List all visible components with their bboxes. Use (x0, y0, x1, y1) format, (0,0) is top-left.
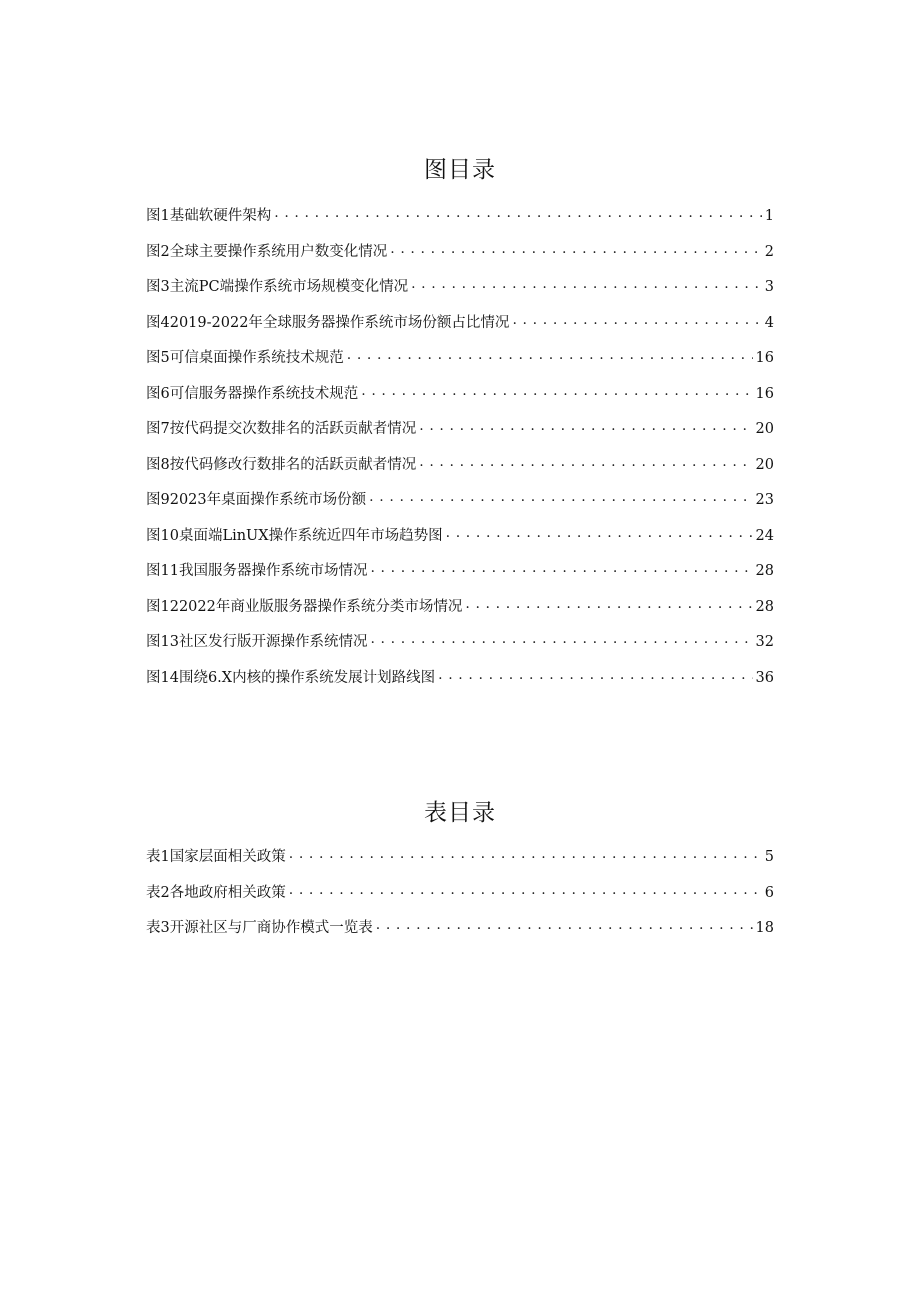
figure-entry[interactable] (146, 240, 774, 276)
figure-entry-label: 图13社区发行版开源操作系统情况 (146, 634, 368, 650)
figure-entry[interactable] (146, 346, 774, 382)
figure-entry-page: 4 (764, 314, 774, 331)
figure-entry[interactable] (146, 630, 774, 666)
figure-entry-label: 图8按代码修改行数排名的活跃贡献者情况 (146, 456, 417, 473)
dot-leader (390, 242, 762, 256)
table-index-list (146, 845, 774, 952)
figure-entry-page: 36 (755, 669, 774, 686)
figure-entry-label: 图122022年商业版服务器操作系统分类市场情况 (146, 598, 463, 615)
figure-entry-label: 图2全球主要操作系统用户数变化情况 (146, 243, 388, 260)
figure-entry[interactable] (146, 275, 774, 311)
figure-entry-page: 24 (755, 527, 774, 544)
dot-leader (419, 455, 752, 469)
dot-leader (369, 490, 752, 504)
dot-leader (289, 847, 762, 861)
figure-index-section (146, 152, 774, 701)
dot-leader (438, 668, 752, 682)
dot-leader (446, 526, 753, 540)
figure-entry[interactable] (146, 524, 774, 560)
figure-entry-page: 28 (755, 598, 774, 615)
figure-entry-label: 图14围绕6.X内核的操作系统发展计划路线图 (146, 669, 436, 686)
figure-entry[interactable] (146, 417, 774, 453)
figure-entry-label: 图3主流PC端操作系统市场规模变化情况 (146, 279, 409, 295)
table-index-section (146, 795, 774, 952)
table-entry-page: 6 (764, 884, 774, 901)
figure-entry[interactable] (146, 311, 774, 347)
figure-entry-label: 图92023年桌面操作系统市场份额 (146, 492, 367, 508)
dot-leader (411, 277, 762, 291)
figure-entry-label: 图1基础软硬件架构 (146, 208, 272, 224)
table-entry[interactable] (146, 916, 774, 952)
dot-leader (370, 561, 752, 575)
dot-leader (347, 348, 753, 362)
figure-entry-page: 23 (755, 492, 774, 508)
figure-entry-page: 16 (755, 385, 774, 402)
figure-entry-label: 图6可信服务器操作系统技术规范 (146, 385, 359, 402)
figure-entry-page: 32 (755, 634, 774, 650)
figure-entry[interactable] (146, 204, 774, 240)
figure-entry[interactable] (146, 453, 774, 489)
figure-entry-label: 图10桌面端LinUX操作系统近四年市场趋势图 (146, 527, 443, 544)
table-entry[interactable] (146, 845, 774, 881)
figure-entry[interactable] (146, 666, 774, 702)
figure-entry-page: 16 (755, 350, 774, 366)
figure-entry-page: 20 (755, 456, 774, 473)
figure-entry-label: 图11我国服务器操作系统市场情况 (146, 563, 368, 579)
table-entry-label: 表1国家层面相关政策 (146, 849, 286, 865)
table-index-title: 表目录 (424, 800, 496, 826)
figure-entry-label: 图7按代码提交次数排名的活跃贡献者情况 (146, 421, 417, 437)
figure-entry-page: 20 (755, 421, 774, 437)
figure-entry-label: 图42019-2022年全球服务器操作系统市场份额占比情况 (146, 314, 510, 331)
figure-entry[interactable] (146, 559, 774, 595)
figure-entry-page: 3 (764, 279, 774, 295)
figure-index-title: 图目录 (424, 157, 496, 183)
figure-entry-page: 1 (764, 208, 774, 224)
dot-leader (361, 384, 752, 398)
table-entry-label: 表3开源社区与厂商协作模式一览表 (146, 920, 373, 936)
figure-entry[interactable] (146, 595, 774, 631)
dot-leader (274, 206, 762, 220)
table-entry-page: 18 (755, 920, 774, 936)
dot-leader (289, 883, 762, 897)
dot-leader (465, 597, 752, 611)
figure-entry-label: 图5可信桌面操作系统技术规范 (146, 350, 344, 366)
table-entry-label: 表2各地政府相关政策 (146, 884, 286, 901)
figure-index-list (146, 204, 774, 701)
dot-leader (370, 632, 752, 646)
dot-leader (512, 313, 761, 327)
table-entry-page: 5 (764, 849, 774, 865)
figure-entry[interactable] (146, 382, 774, 418)
dot-leader (419, 419, 752, 433)
figure-entry-page: 28 (755, 563, 774, 579)
figure-entry-page: 2 (764, 243, 774, 260)
figure-entry[interactable] (146, 488, 774, 524)
dot-leader (376, 918, 753, 932)
table-entry[interactable] (146, 881, 774, 917)
